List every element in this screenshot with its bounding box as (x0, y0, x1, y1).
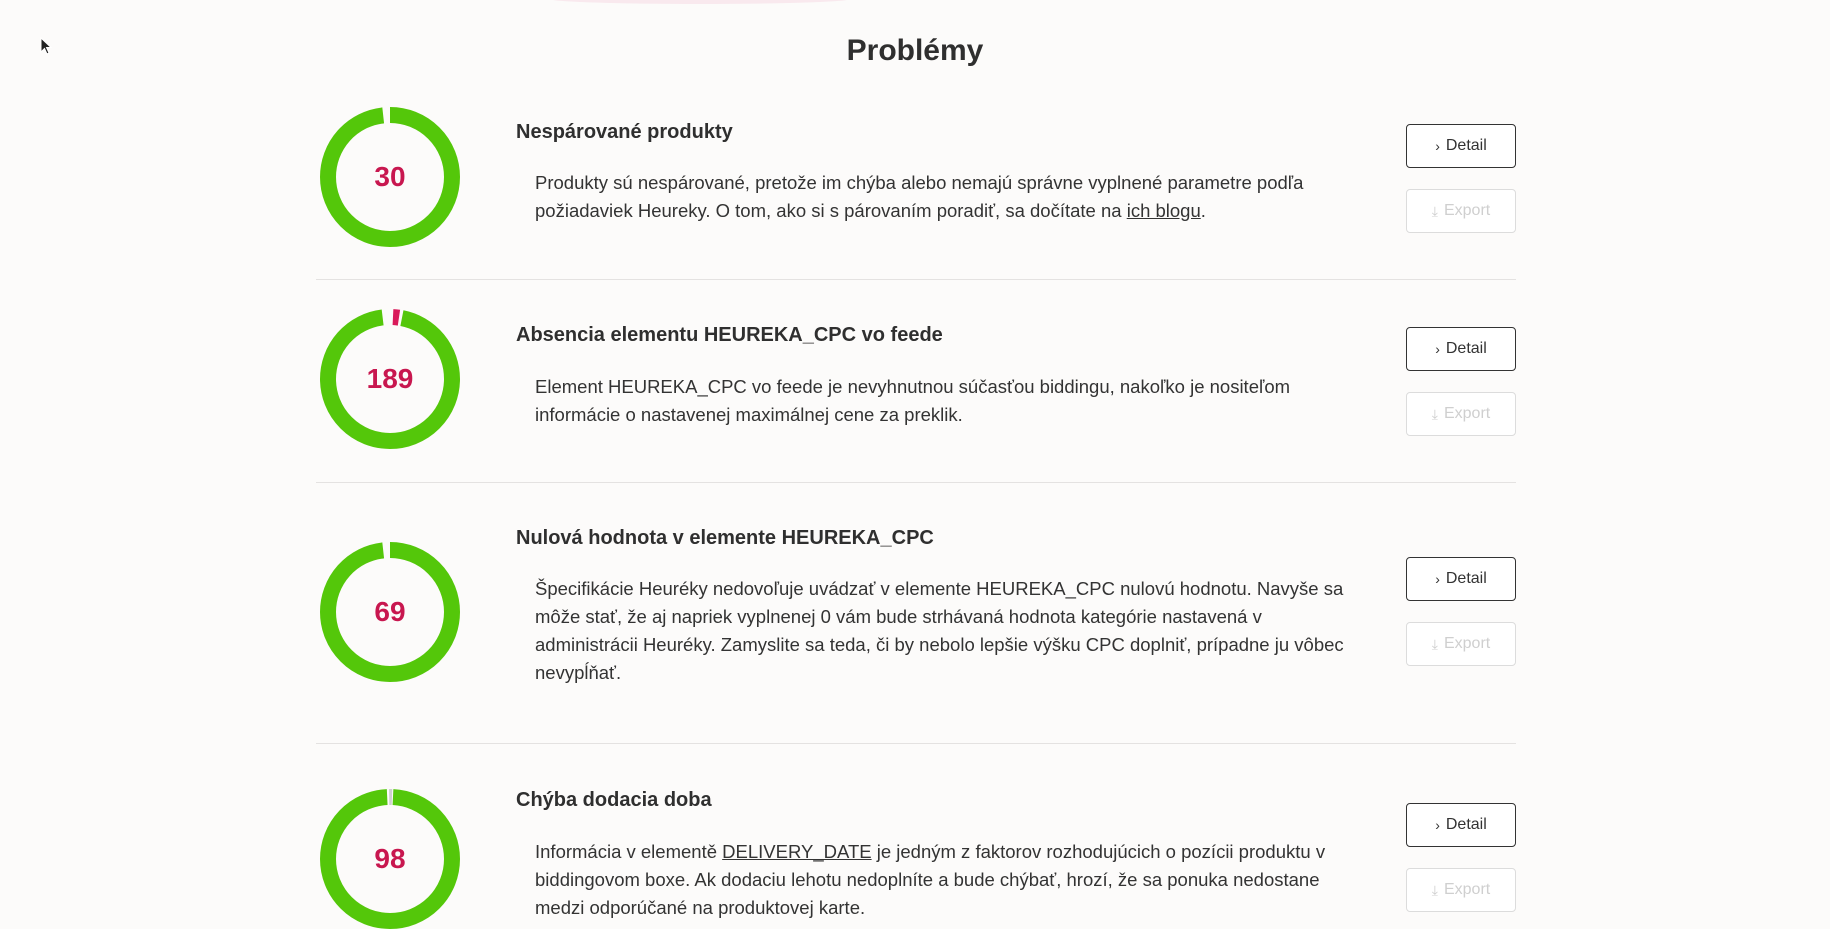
count-ring (320, 789, 460, 929)
problem-item-unmatched (316, 103, 1516, 280)
problem-count: 69 (374, 596, 406, 627)
export-button[interactable]: ⤓ Export (1406, 189, 1516, 233)
problem-item-missing-cpc (316, 280, 1516, 483)
chevron-right-icon: › (1435, 571, 1440, 587)
detail-button[interactable]: › Detail (1406, 327, 1516, 371)
delivery-date-link[interactable]: DELIVERY_DATE (722, 841, 872, 862)
count-ring (320, 107, 460, 247)
problem-title: Chýba dodacia doba (516, 789, 712, 811)
download-icon: ⤓ (1431, 881, 1438, 898)
problem-description: Špecifikácie Heuréky nedovoľuje uvádzať v elemente HEUREKA_CPC nulovú hodnotu. Navyše sa môže stať, že aj napriek vyplnenej 0 vám bude strhávaná hodnota kategórie nastavená v administrácii Heuréky. Zamyslite sa teda, či by nebolo lepšie výšku CPC doplniť, prípadne ju vôbec nevypĺňať. (535, 578, 1344, 683)
download-icon: ⤓ (1431, 202, 1438, 219)
problem-item-zero-cpc (316, 483, 1516, 744)
problem-count: 98 (374, 843, 406, 874)
download-icon: ⤓ (1431, 405, 1438, 422)
detail-button[interactable]: › Detail (1406, 124, 1516, 168)
problem-title: Nespárované produkty (516, 121, 733, 143)
export-button[interactable]: ⤓ Export (1406, 868, 1516, 912)
problem-title: Absencia elementu HEUREKA_CPC vo feede (516, 324, 943, 346)
export-button[interactable]: ⤓ Export (1406, 392, 1516, 436)
detail-button[interactable]: › Detail (1406, 557, 1516, 601)
blog-link[interactable]: ich blogu (1126, 200, 1201, 221)
count-ring (320, 542, 460, 682)
export-button[interactable]: ⤓ Export (1406, 622, 1516, 666)
page-title: Problémy (846, 34, 984, 67)
chevron-right-icon: › (1435, 341, 1440, 357)
problem-count: 189 (366, 363, 414, 394)
problem-description: Element HEUREKA_CPC vo feede je nevyhnutnou súčasťou biddingu, nakoľko je nositeľom informácie o nastavenej maximálnej cene za preklik. (535, 376, 1291, 425)
problem-title: Nulová hodnota v elemente HEUREKA_CPC (516, 527, 934, 549)
chevron-right-icon: › (1435, 817, 1440, 833)
count-ring (320, 309, 460, 449)
download-icon: ⤓ (1431, 635, 1438, 652)
top-decoration (550, 0, 850, 4)
chevron-right-icon: › (1435, 138, 1440, 154)
problem-description: Produkty sú nespárované, pretože im chýba alebo nemajú správne vyplnené parametre podľa požiadaviek Heureky. O tom, ako si s párovaním poradiť, sa dočítate na ich blogu. (535, 172, 1304, 221)
problem-item-delivery-date (316, 744, 1516, 924)
problems-list (316, 103, 1516, 924)
problem-count: 30 (374, 161, 406, 192)
problem-description: Informácia v elementě DELIVERY_DATE je jedným z faktorov rozhodujúcich o pozícii produktu v biddingovom boxe. Ak dodaciu lehotu nedoplníte a bude chýbať, hrozí, že sa ponuka nedostane medzi odporúčané na produktovej karte. (535, 841, 1326, 918)
detail-button[interactable]: › Detail (1406, 803, 1516, 847)
